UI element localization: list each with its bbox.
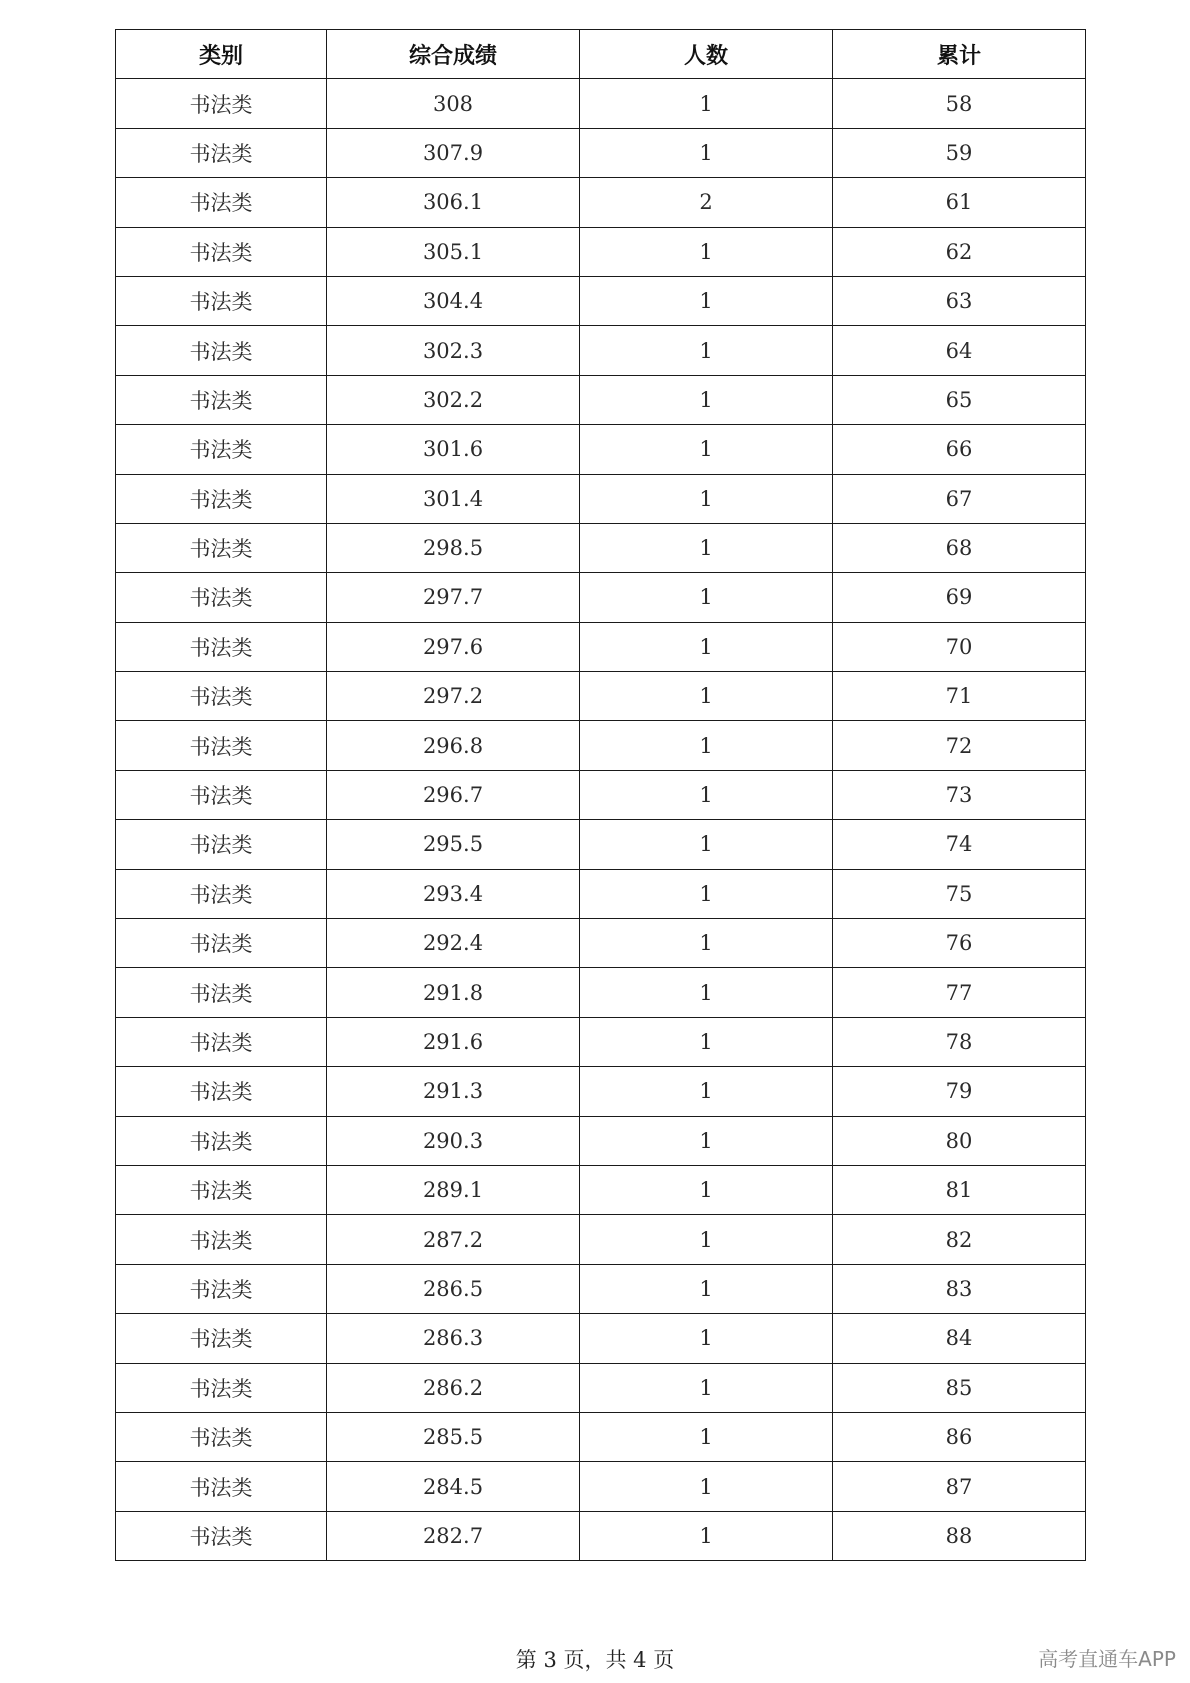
count-cell: 1: [580, 425, 833, 474]
table-row: [116, 178, 1086, 227]
cumulative-cell: 79: [833, 1067, 1086, 1116]
count-cell: 1: [580, 276, 833, 325]
score-cell: 286.2: [327, 1363, 580, 1412]
table-row: [116, 375, 1086, 424]
score-cell: 295.5: [327, 820, 580, 869]
score-cell: 293.4: [327, 869, 580, 918]
header-cumulative: 累计: [833, 30, 1086, 79]
table-row: [116, 672, 1086, 721]
category-cell: 书法类: [116, 1264, 327, 1313]
score-cell: 301.6: [327, 425, 580, 474]
score-cell: 286.5: [327, 1264, 580, 1313]
category-cell: 书法类: [116, 622, 327, 671]
table-row: [116, 425, 1086, 474]
category-cell: 书法类: [116, 1314, 327, 1363]
table-row: [116, 227, 1086, 276]
table-row: [116, 1462, 1086, 1511]
cumulative-cell: 77: [833, 968, 1086, 1017]
cumulative-cell: 59: [833, 128, 1086, 177]
category-cell: 书法类: [116, 1511, 327, 1560]
category-cell: 书法类: [116, 1462, 327, 1511]
table-row: [116, 276, 1086, 325]
table-row: [116, 968, 1086, 1017]
cumulative-cell: 72: [833, 721, 1086, 770]
cumulative-cell: 87: [833, 1462, 1086, 1511]
table-row: [116, 474, 1086, 523]
cumulative-cell: 65: [833, 375, 1086, 424]
count-cell: 1: [580, 1264, 833, 1313]
score-cell: 297.6: [327, 622, 580, 671]
score-cell: 296.7: [327, 770, 580, 819]
count-cell: 1: [580, 968, 833, 1017]
score-cell: 301.4: [327, 474, 580, 523]
score-cell: 287.2: [327, 1215, 580, 1264]
score-cell: 290.3: [327, 1116, 580, 1165]
table-body: [116, 79, 1086, 1561]
count-cell: 1: [580, 672, 833, 721]
table-row: [116, 326, 1086, 375]
count-cell: 1: [580, 1215, 833, 1264]
cumulative-cell: 80: [833, 1116, 1086, 1165]
count-cell: 1: [580, 1116, 833, 1165]
category-cell: 书法类: [116, 1116, 327, 1165]
cumulative-cell: 84: [833, 1314, 1086, 1363]
score-cell: 302.3: [327, 326, 580, 375]
category-cell: 书法类: [116, 474, 327, 523]
count-cell: 1: [580, 1511, 833, 1560]
table-row: [116, 1017, 1086, 1066]
table-row: [116, 1116, 1086, 1165]
score-cell: 302.2: [327, 375, 580, 424]
count-cell: 1: [580, 523, 833, 572]
cumulative-cell: 83: [833, 1264, 1086, 1313]
score-cell: 286.3: [327, 1314, 580, 1363]
category-cell: 书法类: [116, 326, 327, 375]
score-cell: 292.4: [327, 919, 580, 968]
category-cell: 书法类: [116, 721, 327, 770]
category-cell: 书法类: [116, 869, 327, 918]
cumulative-cell: 64: [833, 326, 1086, 375]
cumulative-cell: 67: [833, 474, 1086, 523]
count-cell: 1: [580, 1067, 833, 1116]
table-row: [116, 523, 1086, 572]
cumulative-cell: 73: [833, 770, 1086, 819]
category-cell: 书法类: [116, 1067, 327, 1116]
score-cell: 291.6: [327, 1017, 580, 1066]
score-cell: 308: [327, 79, 580, 128]
category-cell: 书法类: [116, 227, 327, 276]
cumulative-cell: 68: [833, 523, 1086, 572]
score-cell: 297.7: [327, 573, 580, 622]
count-cell: 1: [580, 1165, 833, 1214]
count-cell: 1: [580, 869, 833, 918]
table-row: [116, 919, 1086, 968]
table-row: [116, 1511, 1086, 1560]
count-cell: 1: [580, 326, 833, 375]
cumulative-cell: 66: [833, 425, 1086, 474]
table-header-row: [116, 30, 1086, 79]
table-row: [116, 770, 1086, 819]
table-row: [116, 79, 1086, 128]
count-cell: 1: [580, 770, 833, 819]
table-row: [116, 869, 1086, 918]
category-cell: 书法类: [116, 79, 327, 128]
table-row: [116, 622, 1086, 671]
cumulative-cell: 63: [833, 276, 1086, 325]
category-cell: 书法类: [116, 128, 327, 177]
table-row: [116, 1264, 1086, 1313]
table-row: [116, 721, 1086, 770]
cumulative-cell: 86: [833, 1412, 1086, 1461]
table-row: [116, 1363, 1086, 1412]
score-cell: 307.9: [327, 128, 580, 177]
score-cell: 291.3: [327, 1067, 580, 1116]
cumulative-cell: 61: [833, 178, 1086, 227]
count-cell: 1: [580, 79, 833, 128]
cumulative-cell: 82: [833, 1215, 1086, 1264]
category-cell: 书法类: [116, 770, 327, 819]
category-cell: 书法类: [116, 1215, 327, 1264]
header-score: 综合成绩: [327, 30, 580, 79]
table-row: [116, 1165, 1086, 1214]
table-row: [116, 1314, 1086, 1363]
score-cell: 304.4: [327, 276, 580, 325]
count-cell: 1: [580, 474, 833, 523]
category-cell: 书法类: [116, 573, 327, 622]
score-cell: 296.8: [327, 721, 580, 770]
category-cell: 书法类: [116, 425, 327, 474]
table-row: [116, 1215, 1086, 1264]
category-cell: 书法类: [116, 523, 327, 572]
cumulative-cell: 76: [833, 919, 1086, 968]
score-cell: 298.5: [327, 523, 580, 572]
count-cell: 1: [580, 1017, 833, 1066]
count-cell: 1: [580, 573, 833, 622]
cumulative-cell: 70: [833, 622, 1086, 671]
cumulative-cell: 74: [833, 820, 1086, 869]
category-cell: 书法类: [116, 968, 327, 1017]
cumulative-cell: 78: [833, 1017, 1086, 1066]
count-cell: 1: [580, 227, 833, 276]
score-cell: 297.2: [327, 672, 580, 721]
score-cell: 282.7: [327, 1511, 580, 1560]
category-cell: 书法类: [116, 919, 327, 968]
category-cell: 书法类: [116, 1363, 327, 1412]
count-cell: 1: [580, 1363, 833, 1412]
count-cell: 1: [580, 128, 833, 177]
score-distribution-table: [115, 29, 1086, 1561]
count-cell: 1: [580, 622, 833, 671]
count-cell: 1: [580, 721, 833, 770]
cumulative-cell: 69: [833, 573, 1086, 622]
count-cell: 1: [580, 820, 833, 869]
watermark: 高考直通车APP: [1038, 1647, 1176, 1671]
score-cell: 291.8: [327, 968, 580, 1017]
cumulative-cell: 88: [833, 1511, 1086, 1560]
cumulative-cell: 71: [833, 672, 1086, 721]
count-cell: 2: [580, 178, 833, 227]
category-cell: 书法类: [116, 375, 327, 424]
category-cell: 书法类: [116, 276, 327, 325]
category-cell: 书法类: [116, 672, 327, 721]
category-cell: 书法类: [116, 1412, 327, 1461]
table-row: [116, 820, 1086, 869]
count-cell: 1: [580, 919, 833, 968]
category-cell: 书法类: [116, 820, 327, 869]
score-table-container: [115, 29, 1085, 1561]
count-cell: 1: [580, 1314, 833, 1363]
category-cell: 书法类: [116, 1165, 327, 1214]
cumulative-cell: 81: [833, 1165, 1086, 1214]
table-row: [116, 128, 1086, 177]
score-cell: 289.1: [327, 1165, 580, 1214]
cumulative-cell: 75: [833, 869, 1086, 918]
category-cell: 书法类: [116, 178, 327, 227]
cumulative-cell: 58: [833, 79, 1086, 128]
category-cell: 书法类: [116, 1017, 327, 1066]
header-count: 人数: [580, 30, 833, 79]
score-cell: 284.5: [327, 1462, 580, 1511]
count-cell: 1: [580, 375, 833, 424]
count-cell: 1: [580, 1462, 833, 1511]
count-cell: 1: [580, 1412, 833, 1461]
score-cell: 306.1: [327, 178, 580, 227]
score-cell: 285.5: [327, 1412, 580, 1461]
cumulative-cell: 62: [833, 227, 1086, 276]
header-category: 类别: [116, 30, 327, 79]
table-row: [116, 1067, 1086, 1116]
page-footer: 第 3 页，共 4 页: [515, 1648, 675, 1672]
table-row: [116, 1412, 1086, 1461]
score-cell: 305.1: [327, 227, 580, 276]
table-row: [116, 573, 1086, 622]
cumulative-cell: 85: [833, 1363, 1086, 1412]
